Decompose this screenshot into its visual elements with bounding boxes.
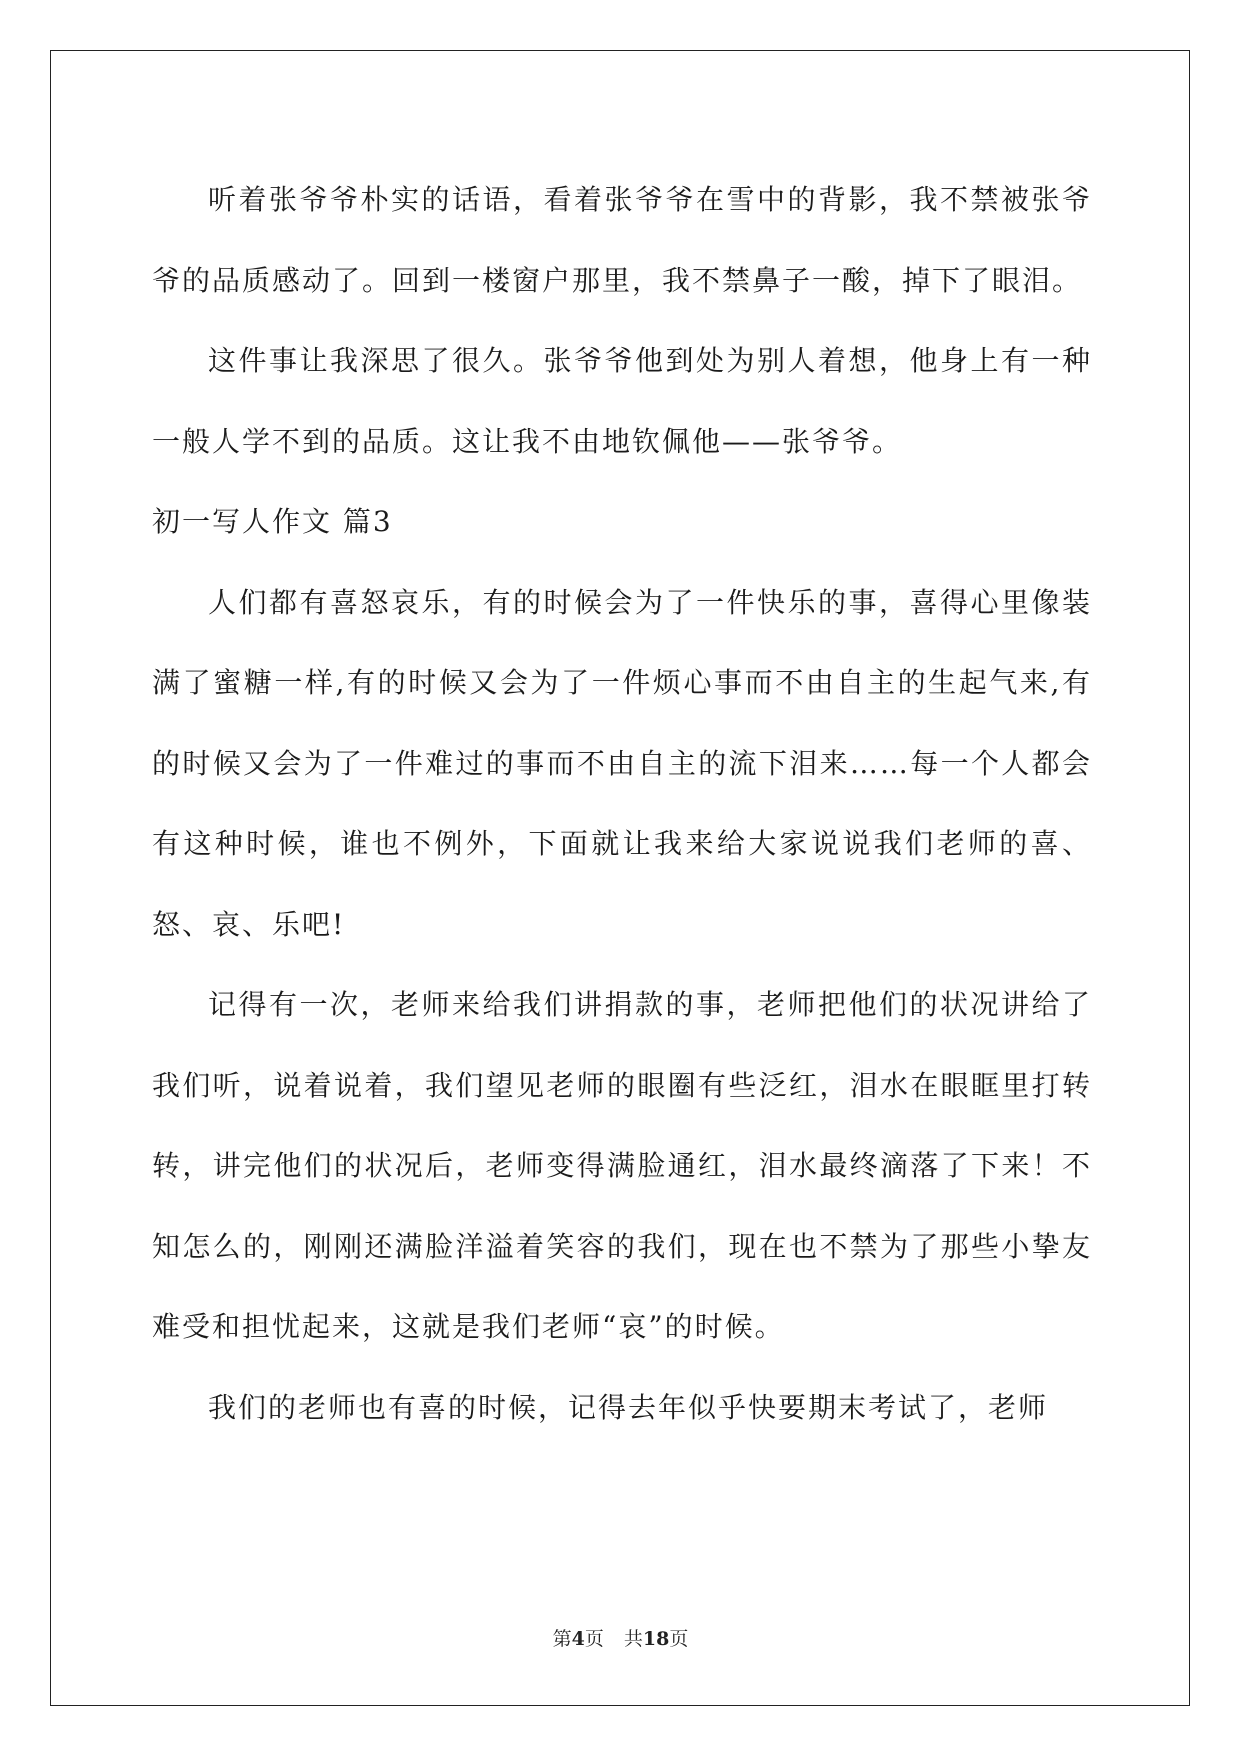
- footer-page-prefix: 第: [552, 1628, 572, 1650]
- paragraph: 我们的老师也有喜的时候，记得去年似乎快要期末考试了，老师: [208, 1390, 1049, 1424]
- paragraph: 这件事让我深思了很久。张爷爷他到处为别人着想，他身上有一种一般人学不到的品质。这让我不由地钦佩他——张爷爷。: [152, 344, 1092, 458]
- paragraph: 记得有一次，老师来给我们讲捐款的事，老师把他们的状况讲给了我们听，说着说着，我们望见老师的眼圈有些泛红，泪水在眼眶里打转转，讲完他们的状况后，老师变得满脸通红，泪水最终滴落了下来！不知怎么的，刚刚还满脸洋溢着笑容的我们，现在也不禁为了那些小挚友难受和担忧起来，这就是我们老师“哀”的时候。: [152, 988, 1092, 1343]
- footer-total-suffix: 页: [669, 1628, 689, 1650]
- document-body: [152, 160, 1092, 1448]
- paragraph: 人们都有喜怒哀乐，有的时候会为了一件快乐的事，喜得心里像装满了蜜糖一样,有的时候又会为了一件烦心事而不由自主的生起气来,有的时候又会为了一件难过的事而不由自主的流下泪来……每一个人都会有这种时候，谁也不例外，下面就让我来给大家说说我们老师的喜、怒、哀、乐吧!: [152, 585, 1092, 941]
- footer-page-total: 18: [642, 1628, 670, 1650]
- footer-total-prefix: 共: [623, 1628, 643, 1650]
- footer-page-suffix: 页: [584, 1628, 604, 1650]
- footer-page-current: 4: [571, 1628, 585, 1650]
- page-footer: [0, 1624, 1241, 1651]
- paragraph: 听着张爷爷朴实的话语，看着张爷爷在雪中的背影，我不禁被张爷爷的品质感动了。回到一楼窗户那里，我不禁鼻子一酸，掉下了眼泪。: [152, 183, 1092, 297]
- section-heading: 初一写人作文 篇3: [152, 505, 393, 538]
